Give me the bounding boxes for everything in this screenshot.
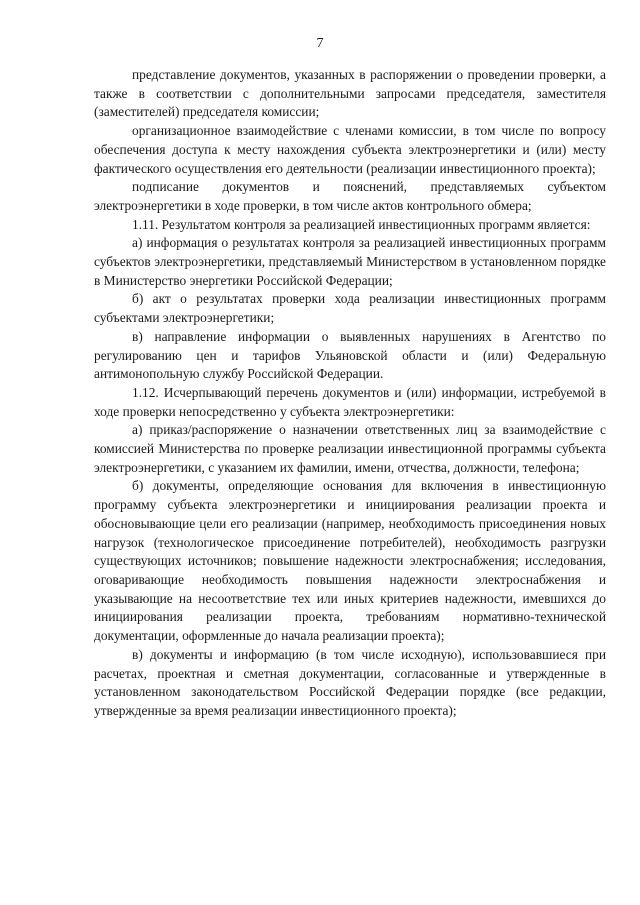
page-number: 7 bbox=[316, 36, 324, 51]
paragraph-1-11-a: а) информация о результатах контроля за реализацией инвестиционных программ субъектов электроэнергетики, представляемый Министерством в установленном порядке в Министерство энергетики Российской Федерации; bbox=[94, 235, 606, 288]
paragraph-1-12-b: б) документы, определяющие основания для включения в инвестиционную программу субъекта электроэнергетики и инициирования реализации проекта и обосновывающие цели его реализации (например, необходимость присоединения новых нагрузок (технологическое присоединение потребителей), необходимость разгрузки существующих источников; повышение надежности электроснабжения; исследования, оговаривающие необходимость повышения надежности электроснабжения и указывающие на несоответствие тех или иных критериев надежности, имевшихся до инициирования реализации проекта, требованиям нормативно-технической документации, оформленные до начала реализации проекта); bbox=[94, 478, 606, 644]
paragraph-organizational-interaction: организационное взаимодействие с членами комиссии, в том числе по вопросу обеспечения доступа к месту нахождения субъекта электроэнергетики и (или) месту фактического осуществления его деятельности (реализации инвестиционного проекта); bbox=[94, 123, 606, 176]
paragraph-1-11-v: в) направление информации о выявленных нарушениях в Агентство по регулированию цен и тарифов Ульяновской области и (или) Федеральную антимонопольную службу Российской Федерации. bbox=[94, 328, 606, 382]
paragraph-1-12-v: в) документы и информацию (в том числе исходную), использовавшиеся при расчетах, проектная и сметная документации, согласованные и утвержденные в установленном законодательством Российской Федерации порядке (все редакции, утвержденные за время реализации инвестиционного проекта); bbox=[94, 646, 606, 718]
paragraph-documents-presentation: представление документов, указанных в распоряжении о проведении проверки, а также в соответствии с дополнительными запросами председателя, заместителя (заместителей) председателя комиссии; bbox=[94, 67, 606, 120]
document-body bbox=[94, 66, 606, 721]
paragraph-1-11-heading: 1.11. Результатом контроля за реализацией инвестиционных программ является: bbox=[132, 216, 591, 232]
paragraph-signing-documents: подписание документов и пояснений, представляемых субъектом электроэнергетики в ходе проверки, в том числе актов контрольного обмера; bbox=[94, 179, 606, 213]
paragraph-1-11-b: б) акт о результатах проверки хода реализации инвестиционных программ субъектами электроэнергетики; bbox=[94, 291, 606, 326]
paragraph-1-12-a: а) приказ/распоряжение о назначении ответственных лиц за взаимодействие с комиссией Министерства по проверке реализации инвестиционной программы субъекта электроэнергетики, с указанием их фамилии, имени, отчества, должности, телефона; bbox=[94, 422, 606, 475]
paragraph-1-12-heading: 1.12. Исчерпывающий перечень документов и (или) информации, истребуемой в ходе проверки непосредственно у субъекта электроэнергетики: bbox=[94, 384, 606, 419]
